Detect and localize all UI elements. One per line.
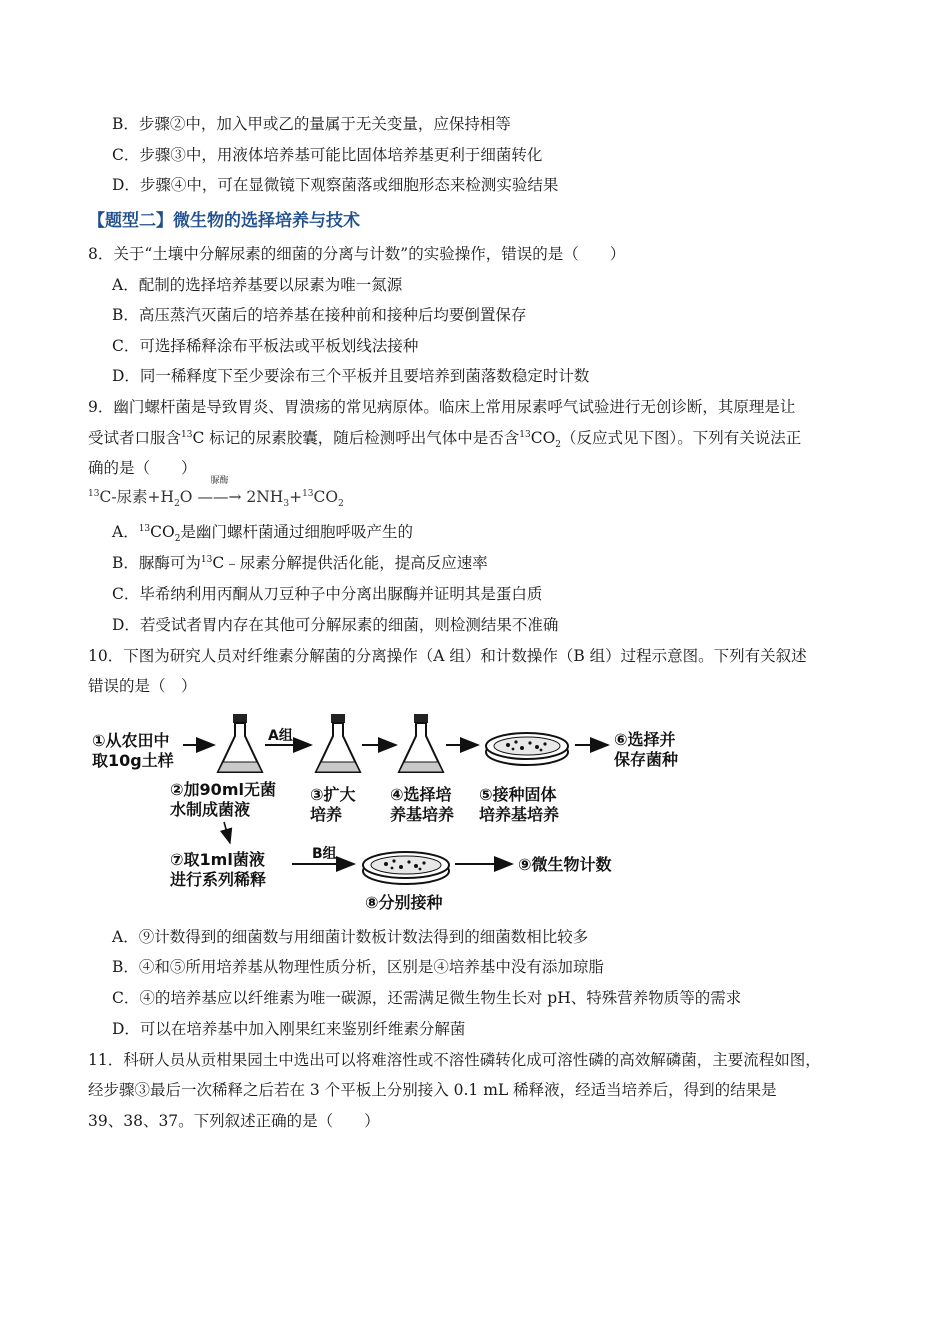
- q9-stem-line2: 受试者口服含$^{13}$C 标记的尿素胶囊，随后检测呼出气体中是否含$^{13}CO_2$（反应式见下图）。下列有关说法正: [88, 429, 802, 451]
- enzyme-label: 脲酶: [210, 476, 229, 486]
- step1-text-line1: ①从农田中: [92, 731, 170, 750]
- q10-option-d: D．可以在培养基中加入刚果红来鉴别纤维素分解菌: [112, 1020, 466, 1038]
- q7-option-b: B．步骤②中，加入甲或乙的量属于无关变量，应保持相等: [112, 115, 511, 133]
- step8-text: ⑧分别接种: [365, 893, 443, 912]
- step2-text-line1: ②加90ml无菌: [170, 780, 276, 799]
- q10-stem-line2: 错误的是（ ）: [88, 677, 197, 695]
- q8-option-a: A．配制的选择培养基要以尿素为唯一氮源: [112, 276, 403, 294]
- flask-3: [399, 714, 443, 772]
- q10-option-b: B．④和⑤所用培养基从物理性质分析，区别是④培养基中没有添加琼脂: [112, 958, 604, 976]
- flask-1: [218, 714, 262, 772]
- step5-text-line2: 培养基培养: [479, 805, 560, 824]
- q7-option-d: D．步骤④中，可在显微镜下观察菌落或细胞形态来检测实验结果: [112, 176, 559, 194]
- q10-option-a: A．⑨计数得到的细菌数与用细菌计数板计数法得到的细菌数相比较多: [112, 928, 589, 946]
- q8-option-b: B．高压蒸汽灭菌后的培养基在接种前和接种后均要倒置保存: [112, 306, 527, 324]
- petri-dish-2: [363, 852, 449, 884]
- group-a-label: A组: [268, 728, 293, 744]
- step7-text-line2: 进行系列稀释: [170, 870, 267, 889]
- petri-dish-1: [486, 733, 568, 765]
- q8-stem: 8．关于“土壤中分解尿素的细菌的分离与计数”的实验操作，错误的是（ ）: [88, 245, 626, 263]
- step2-text-line2: 水制成菌液: [170, 800, 251, 819]
- q7-option-c: C．步骤③中，用液体培养基可能比固体培养基更利于细菌转化: [112, 146, 543, 164]
- step7-text-line1: ⑦取1ml菌液: [170, 850, 265, 869]
- step4-text-line2: 养基培养: [390, 805, 455, 824]
- group-b-label: B组: [312, 846, 337, 862]
- arrow-to-step7: [224, 822, 230, 843]
- reaction-equation: $^{13}$C-尿素$+H_2O$ 脲酶 ——→ $2NH_3+^{13}CO_2$: [88, 476, 344, 510]
- step3-text-line2: 培养: [310, 805, 343, 824]
- step4-text-line1: ④选择培: [390, 785, 452, 804]
- q11-stem-line1: 11．科研人员从贡柑果园土中选出可以将难溶性或不溶性磷转化成可溶性磷的高效解磷菌，主要流程如图，: [88, 1051, 821, 1069]
- q9-stem-line1: 9．幽门螺杆菌是导致胃炎、胃溃疡的常见病原体。临床上常用尿素呼气试验进行无创诊断，其原理是让: [88, 398, 796, 416]
- q9-option-d: D．若受试者胃内存在其他可分解尿素的细菌，则检测结果不准确: [112, 616, 559, 634]
- q11-stem-line3: 39、38、37。下列叙述正确的是（ ）: [88, 1112, 380, 1130]
- flask-2: [316, 714, 360, 772]
- q9-option-c: C．毕希纳利用丙酮从刀豆种子中分离出脲酶并证明其是蛋白质: [112, 585, 543, 603]
- reaction-arrow: ——→: [197, 488, 242, 506]
- step6-text-line2: 保存菌种: [614, 750, 679, 769]
- step5-text-line1: ⑤接种固体: [479, 785, 557, 804]
- q9-option-b: B．脲酶可为$^{13}$C﹣尿素分解提供活化能，提高反应速率: [112, 554, 488, 572]
- q9-option-a: A．$^{13}CO_2$是幽门螺杆菌通过细胞呼吸产生的: [112, 523, 413, 545]
- section-title: 【题型二】微生物的选择培养与技术: [88, 211, 360, 231]
- step1-text-line2: 取10g土样: [92, 751, 174, 770]
- q8-option-c: C．可选择稀释涂布平板法或平板划线法接种: [112, 337, 419, 355]
- q11-stem-line2: 经步骤③最后一次稀释之后若在 3 个平板上分别接入 0.1 mL 稀释液，经适当培养后，得到的结果是: [88, 1081, 777, 1099]
- q8-option-d: D．同一稀释度下至少要涂布三个平板并且要培养到菌落数稳定时计数: [112, 367, 590, 385]
- step3-text-line1: ③扩大: [310, 785, 356, 804]
- q10-stem-line1: 10．下图为研究人员对纤维素分解菌的分离操作（A 组）和计数操作（B 组）过程示意图。下列有关叙述: [88, 647, 807, 665]
- q10-option-c: C．④的培养基应以纤维素为唯一碳源，还需满足微生物生长对 pH、特殊营养物质等的需求: [112, 989, 742, 1007]
- step9-text: ⑨微生物计数: [518, 855, 612, 874]
- q9-stem-line3: 确的是（ ）: [88, 459, 197, 477]
- step6-text-line1: ⑥选择并: [614, 730, 676, 749]
